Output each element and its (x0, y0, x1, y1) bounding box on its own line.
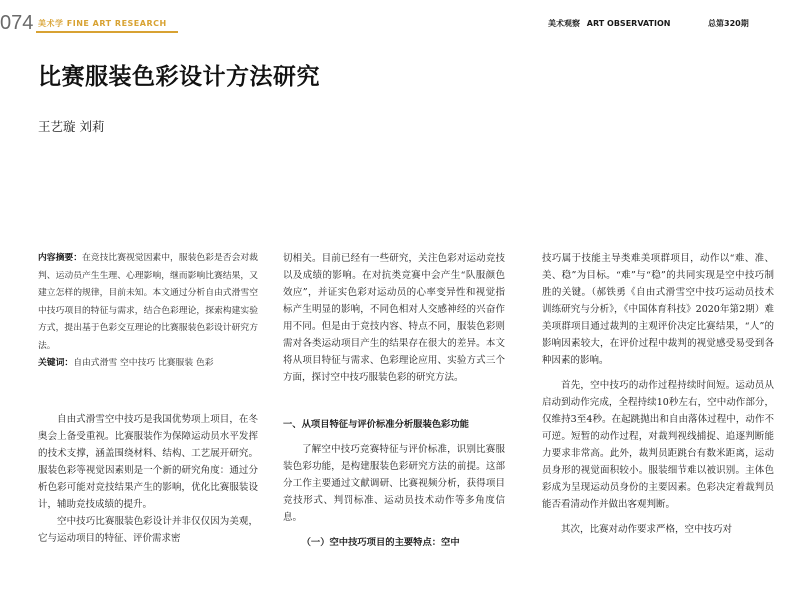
body-paragraph: 自由式滑雪空中技巧是我国优势项上项目，在冬奥会上备受重视。比赛服装作为保障运动员水平发挥的技术支撑，涵盖围绕材料、结构、工艺展开研究。服装色彩等视觉因素则是一个新的研究角度：通过分析色彩可能对竞技结果产生的影响，优化比赛服装设计，辅助竞技成绩的提升。 (38, 413, 258, 510)
header-rule (36, 31, 178, 33)
abstract (38, 250, 258, 355)
abstract-text: 在竞技比赛视觉因素中，服装色彩是否会对裁判、运动员产生生理、心理影响，继而影响比赛结果，又建立怎样的规律，目前未知。本文通过分析自由式滑雪空中技巧项目的特征与需求，结合色彩理论，探索构建实验方式，提出基于色彩交互理论的比赛服装色彩设计研究方法。 (38, 253, 258, 351)
body-paragraph: 空中技巧比赛服装色彩设计并非仅仅因为美观，它与运动项目的特征、评价需求密 (38, 515, 258, 544)
journal-name-en: ART OBSERVATION (586, 19, 671, 28)
column-3 (542, 250, 774, 538)
journal-label (548, 18, 674, 29)
journal-name-cn: 美术观察 (548, 19, 580, 28)
keywords (38, 355, 258, 373)
body-paragraph: 切相关。目前已经有一些研究，关注色彩对运动竞技以及成绩的影响。在对抗类竞赛中会产生“队服颜色效应”，并证实色彩对运动员的心率变异性和视觉指标产生明显的影响，不同色相对人交感神经的兴奋作用不同。但是由于竞技内容、特点不同，服装色彩则需对各类运动项目产生的结果存在很大的差异。本文将从项目特征与需求、色彩理论应用、实验方式三个方面，探讨空中技巧服装色彩的研究方法。 (283, 253, 505, 383)
article-title: 比赛服装色彩设计方法研究 (38, 64, 320, 90)
abstract-label: 内容摘要： (38, 253, 82, 263)
column-2 (283, 250, 505, 551)
keywords-text: 自由式滑雪 空中技巧 比赛服装 色彩 (73, 358, 214, 368)
body-paragraph: 首先，空中技巧的动作过程持续时间短。运动员从启动到动作完成，全程持续10秒左右，空中动作部分，仅维持3至4秒。在起跳抛出和自由落体过程中，动作不可逆。短暂的动作过程，对裁判视线捕捉、追逐判断能力要求非常高。此外，裁判员距跳台有数米距离，运动员身形的视觉面积较小。服装细节难以被识别。主体色彩成为呈现运动员身份的主要因素。色彩决定着裁判员能否看清动作并做出客观判断。 (542, 380, 774, 510)
issue-number: 总第320期 (708, 19, 749, 28)
section-label (38, 18, 167, 29)
keywords-label: 关键词： (38, 358, 74, 368)
article-authors: 王艺璇 刘莉 (38, 119, 105, 134)
body-paragraph: 了解空中技巧竞赛特征与评价标准，识别比赛服装色彩功能，是构建服装色彩研究方法的前提。这部分工作主要通过文献调研、比赛视频分析，获得项目竞技形式、判罚标准、运动员技术动作等多角度信息。 (283, 444, 505, 523)
body-paragraph: 其次，比赛对动作要求严格，空中技巧对 (561, 524, 733, 535)
page-number: 074 (0, 12, 34, 34)
section-label-cn: 美术学 (38, 19, 64, 28)
subsection-heading: （一）空中技巧项目的主要特点：空中 (301, 537, 460, 548)
body-paragraph: 技巧属于技能主导类难美项群项目，动作以“难、准、美、稳”为目标。“难”与“稳”的共同实现是空中技巧制胜的关键。（郝铁勇《自由式滑雪空中技巧运动员技术训练研究与分析》，《中国体育科技》2020年第2期）难美项群项目通过裁判的主观评价决定比赛结果，“人”的影响因素较大，在评价过程中裁判的视觉感受易受到各种因素的影响。 (542, 253, 774, 366)
section-label-en: FINE ART RESEARCH (66, 19, 167, 28)
column-1 (38, 250, 258, 547)
section-heading: 一、从项目特征与评价标准分析服装色彩功能 (283, 419, 469, 430)
